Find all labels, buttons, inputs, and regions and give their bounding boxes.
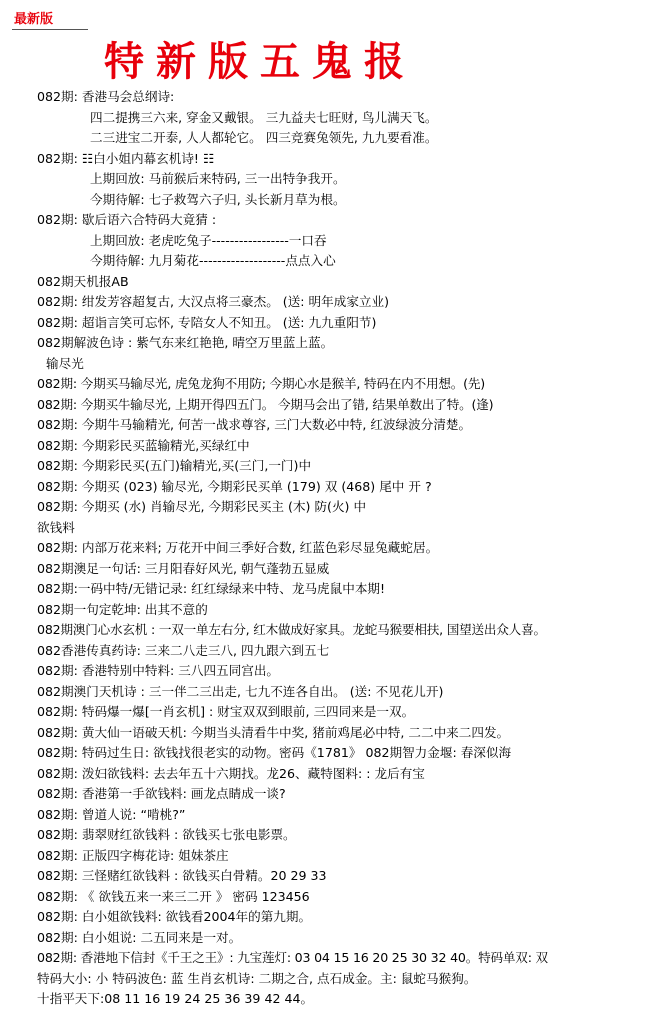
text-line: 今期待解: 七子救驾六子归, 头长新月草为根。 — [90, 191, 346, 207]
text-line: 082期: 黄大仙一语破天机: 今期当头清看牛中奖, 猪前鸡尾必中特, 二二中来二四发。 — [37, 724, 510, 740]
text-line: 082期: 泼妇欲钱料: 去去年五十六期找。龙26、藏特图料: : 龙后有宝 — [37, 765, 425, 781]
text-line: 四二提携三六来, 穿金又戴银。 三九益夫七旺财, 鸟儿满天飞。 — [90, 109, 438, 125]
text-line: 082期: 香港地下信封《千王之王》: 九宝莲灯: 03 04 15 16 20 25 30 32 40。特码单双: 双 — [37, 950, 548, 965]
text-line: 082香港传真药诗: 三来二八走三八, 四九跟六到五七 — [37, 642, 330, 658]
text-line: 082期: 香港第一手欲钱料: 画龙点睛成一谈? — [37, 786, 286, 801]
text-line: 082期澳门心水玄机 : 一双一单左右分, 红木做成好家具。龙蛇马猴要相扶, 国望送出众人喜。 — [37, 622, 546, 637]
text-line: 特码大小: 小 特码波色: 蓝 生肖玄机诗: 二期之合, 点石成金。主: 鼠蛇马猴狗。 — [37, 970, 477, 986]
text-line: 082期澳门天机诗 : 三一伴二三出走, 七九不连各自出。 (送: 不见花儿开) — [37, 683, 444, 699]
text-line: 082期天机报AB — [37, 273, 129, 289]
text-line: 082期: 翡翠财红欲钱料 : 欲钱买七张电影票。 — [37, 827, 296, 842]
text-line: 二三进宝二开泰, 人人都轮它。 四三竞赛兔领先, 九九要看准。 — [90, 130, 438, 145]
text-line: 082期: 内部万花来料; 万花开中间三季好合数, 红蓝色彩尽显兔藏蛇居。 — [37, 540, 439, 555]
text-line: 今期待解: 九月菊花-------------------点点入心 — [90, 253, 336, 268]
text-line: 082期: 特码爆一爆[一肖玄机] : 财宝双双到眼前, 三四同来是一双。 — [37, 704, 415, 719]
text-line: 082期解波色诗 : 紫气东来红艳艳, 晴空万里蓝上蓝。 — [37, 335, 334, 350]
edition-badge: 最新版 — [14, 12, 54, 27]
text-line: 082期: 今期买 (水) 肖输尽光, 今期彩民买主 (木) 防(火) 中 — [37, 499, 367, 514]
page-title: 特新版五鬼报 — [104, 39, 416, 85]
text-line: 082期: 《 欲钱五来一来三二开 》 密码 123456 — [37, 888, 310, 904]
text-line: 上期回放: 马前猴后来特码, 三一出特争我开。 — [90, 171, 346, 186]
text-line: 082期: 三怪赌红欲钱料 : 欲钱买白骨精。20 29 33 — [37, 868, 327, 883]
text-line: 082期: 白小姐欲钱料: 欲钱看2004年的第九期。 — [37, 909, 312, 924]
section-heading: 输尽光 — [46, 355, 84, 371]
content-body — [0, 87, 670, 1010]
text-line: 082期: 香港特别中特料: 三八四五同宫出。 — [37, 663, 280, 678]
text-line: 082期: 绀发芳容超复古, 大汉点将三豪杰。 (送: 明年成家立业) — [37, 294, 390, 309]
badge-underline — [12, 29, 88, 30]
text-line: 082期澳足一句话: 三月阳春好风光, 朝气蓬勃五显威 — [37, 560, 330, 576]
section-heading: 欲钱料 — [37, 519, 75, 535]
text-line: 082期: 今期买牛输尽光, 上期开得四五门。 今期马会出了错, 结果单数出了特。(逢) — [37, 396, 494, 412]
text-line: 082期: 今期买马输尽光, 虎兔龙狗不用防; 今期心水是猴羊, 特码在内不用想。(先) — [37, 376, 485, 391]
text-line: 082期: 香港马会总纲诗: — [37, 89, 175, 104]
text-line: 082期: 超诣言笑可忘怀, 专陪女人不知丑。 (送: 九九重阳节) — [37, 314, 377, 330]
text-line: 082期: 特码过生日: 欲钱找很老实的动物。密码《1781》 082期智力金堰: 春深似海 — [37, 745, 512, 760]
text-line: 十指平天下:08 11 16 19 24 25 36 39 42 44。 — [37, 991, 314, 1006]
text-line: 082期: 曾道人说: “啃桃?” — [37, 806, 186, 822]
text-line: 082期: 歇后语六合特码大竟猜 : — [37, 212, 217, 227]
text-line: 082期: 今期买 (023) 输尽光, 今期彩民买单 (179) 双 (468) 尾中 开 ? — [37, 478, 432, 494]
text-line: 082期:一码中特/无错记录: 红红绿绿来中特、龙马虎鼠中本期! — [37, 581, 386, 596]
text-line: 上期回放: 老虎吃兔子-----------------一口吞 — [90, 232, 327, 248]
text-line: 082期: ☷白小姐内幕玄机诗! ☷ — [37, 150, 215, 166]
text-line: 082期: 白小姐说: 二五同来是一对。 — [37, 929, 242, 945]
text-line: 082期一句定乾坤: 出其不意的 — [37, 601, 208, 617]
text-line: 082期: 今期彩民买(五门)输精光,买(三门,一门)中 — [37, 458, 312, 473]
text-line: 082期: 今期彩民买蓝输精光,买绿红中 — [37, 437, 250, 453]
text-line: 082期: 今期牛马输精光, 何苦一战求尊容, 三门大数必中特, 红波绿波分清楚。 — [37, 417, 472, 432]
text-line: 082期: 正版四字梅花诗: 姐妹茶庄 — [37, 847, 229, 863]
